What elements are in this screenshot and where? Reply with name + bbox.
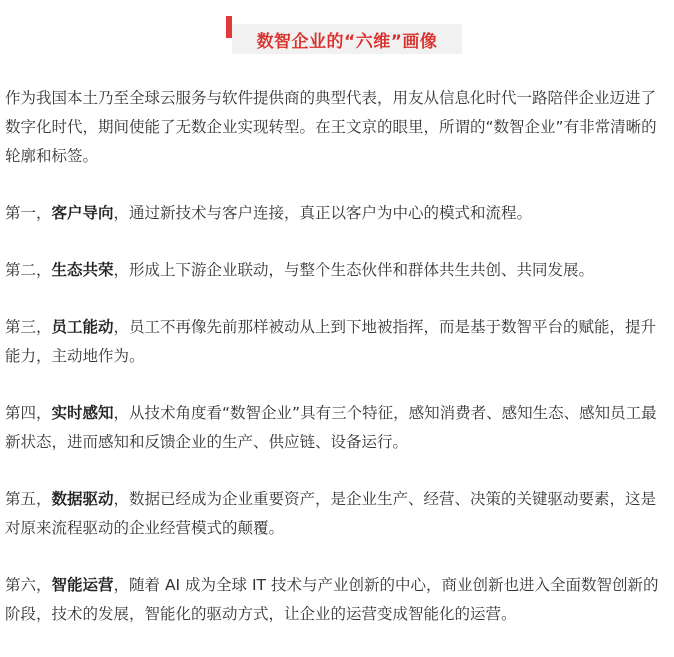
dimension-body: ，通过新技术与客户连接，真正以客户为中心的模式和流程。 bbox=[113, 204, 533, 222]
dimension-prefix: 第一， bbox=[5, 204, 52, 222]
dimension-body: ，员工不再像先前那样被动从上到下地被指挥，而是基于数智平台的赋能，提升能力，主动地作为。 bbox=[5, 318, 657, 365]
dimension-prefix: 第六， bbox=[5, 576, 52, 594]
dimension-paragraph-6 bbox=[5, 571, 669, 629]
dimension-keyword: 客户导向 bbox=[51, 204, 114, 222]
dimension-keyword: 生态共荣 bbox=[51, 261, 114, 279]
dimension-paragraph-5 bbox=[5, 485, 669, 543]
section-title bbox=[226, 16, 462, 56]
dimension-body: ，数据已经成为企业重要资产，是企业生产、经营、决策的关键驱动要素，这是对原来流程驱动的企业经营模式的颠覆。 bbox=[5, 490, 657, 537]
dimension-paragraph-1 bbox=[5, 199, 669, 228]
dimension-prefix: 第五， bbox=[5, 490, 52, 508]
dimension-keyword: 员工能动 bbox=[51, 318, 114, 336]
intro-paragraph: 作为我国本土乃至全球云服务与软件提供商的典型代表，用友从信息化时代一路陪伴企业迈进了数字化时代，期间使能了无数企业实现转型。在王文京的眼里，所谓的“数智企业”有非常清晰的轮廓和标签。 bbox=[5, 89, 657, 165]
dimension-paragraph-2 bbox=[5, 256, 669, 285]
dimension-paragraph-4 bbox=[5, 399, 669, 457]
article-body bbox=[5, 84, 669, 657]
dimension-prefix: 第二， bbox=[5, 261, 52, 279]
dimension-keyword: 数据驱动 bbox=[51, 490, 114, 508]
title-text: 数智企业的“六维”画像 bbox=[256, 31, 438, 52]
dimension-keyword: 实时感知 bbox=[51, 404, 114, 422]
dimension-keyword: 智能运营 bbox=[51, 576, 114, 594]
dimension-prefix: 第四， bbox=[5, 404, 52, 422]
dimension-paragraph-3 bbox=[5, 313, 669, 371]
title-box bbox=[232, 24, 462, 54]
dimension-body: ，形成上下游企业联动，与整个生态伙伴和群体共生共创、共同发展。 bbox=[113, 261, 595, 279]
dimension-prefix: 第三， bbox=[5, 318, 52, 336]
dimension-body: ，从技术角度看“数智企业”具有三个特征，感知消费者、感知生态、感知员工最新状态，进而感知和反馈企业的生产、供应链、设备运行。 bbox=[5, 404, 657, 451]
dimension-body: ，随着 AI 成为全球 IT 技术与产业创新的中心，商业创新也进入全面数智创新的阶段，技术的发展，智能化的驱动方式，让企业的运营变成智能化的运营。 bbox=[5, 576, 659, 623]
